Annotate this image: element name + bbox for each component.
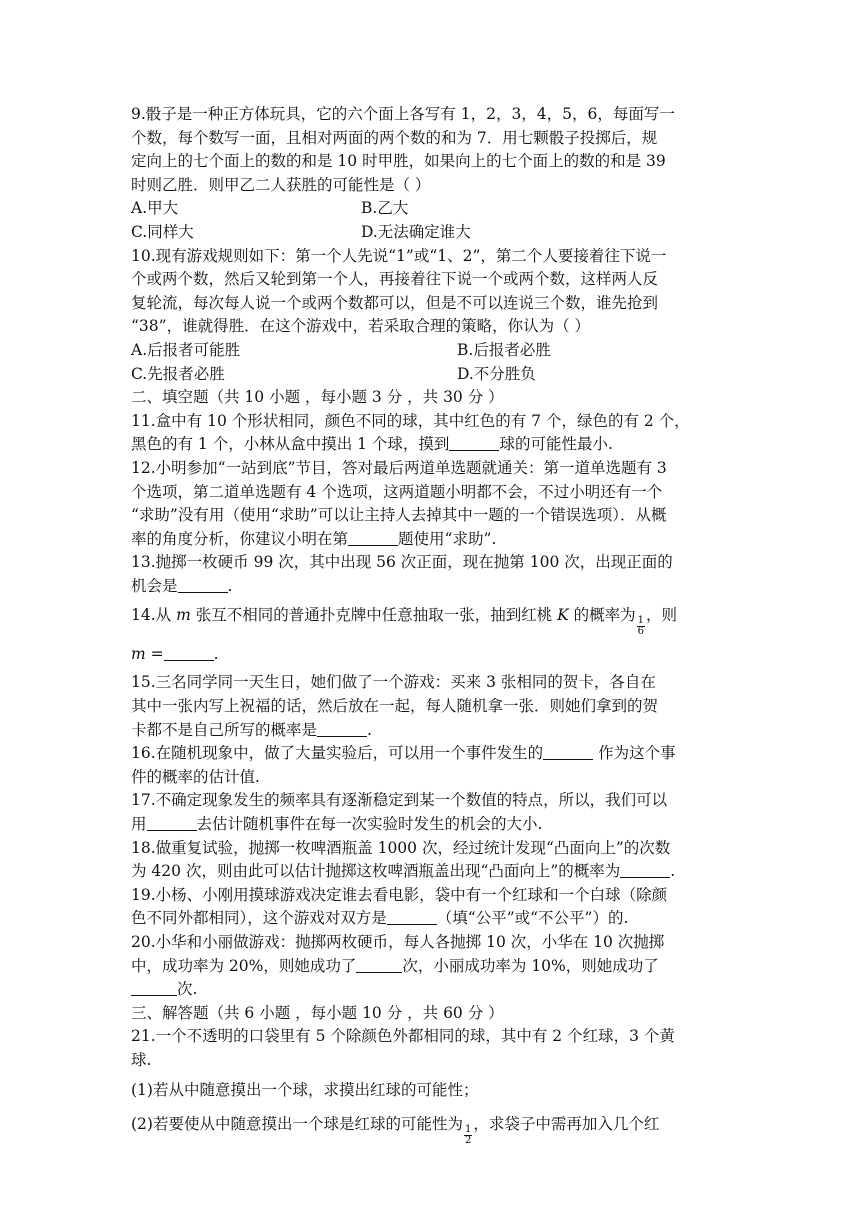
q10-line-3: 复轮流，每次每人说一个或两个数都可以，但是不可以连说三个数，谁先抢到 — [131, 293, 659, 312]
q14-text-a: 14.从 — [131, 606, 177, 625]
q10-option-c: C.先报者必胜 — [131, 364, 225, 383]
fraction-denominator: 6 — [637, 626, 645, 638]
variable-m: m — [176, 606, 191, 625]
q14-period: . — [213, 645, 219, 664]
answer-blank — [317, 720, 367, 737]
q19-text-b: （填“公平”或“不公平”）的. — [436, 909, 629, 928]
q9-options-row-2 — [131, 221, 731, 245]
question-16 — [131, 742, 731, 789]
answer-blank — [543, 744, 593, 761]
q14-text-c: 的概率为 — [568, 606, 636, 625]
q11-line-1: 11.盒中有 10 个形状相同，颜色不同的球，其中红色的有 7 个，绿色的有 2 个， — [131, 411, 690, 430]
q16-text-b: 作为这个事 — [593, 744, 676, 763]
q12-line-2: 个选项，第二道单选题有 4 个选项，这两道题小明都不会，不过小明还有一个 — [131, 482, 663, 501]
q12-line-1: 12.小明参加“一站到底”节目，答对最后两道单选题就通关：第一道单选题有 3 — [131, 458, 667, 477]
q10-line-2: 个或两个数，然后又轮到第一个人，再接着往下说一个或两个数，这样两人反 — [131, 270, 659, 289]
variable-k: K — [557, 606, 569, 625]
q9-option-a: A.甲大 — [131, 199, 179, 218]
answer-blank — [356, 956, 402, 973]
question-15 — [131, 671, 731, 742]
q10-option-b: B.后报者必胜 — [457, 340, 551, 359]
q13-line-2 — [131, 575, 731, 599]
q16-text-a: 16.在随机现象中，做了大量实验后，可以用一个事件发生的 — [131, 744, 544, 763]
q19-line-2 — [131, 907, 731, 931]
answer-blank — [449, 435, 499, 452]
q14-line-2 — [131, 637, 731, 671]
question-17 — [131, 789, 731, 836]
q9-option-c: C.同样大 — [131, 222, 194, 241]
q9-options-row-1 — [131, 197, 731, 221]
q10-option-a: A.后报者可能胜 — [131, 340, 241, 359]
q9-line-4: 时则乙胜．则甲乙二人获胜的可能性是（ ） — [131, 175, 431, 194]
q9-line-3: 定向上的七个面上的数的和是 10 时甲胜，如果向上的七个面上的数的和是 39 — [131, 152, 666, 171]
q10-line-4: “38”，谁就得胜．在这个游戏中，若采取合理的策略，你认为（ ） — [131, 317, 591, 336]
question-12 — [131, 457, 731, 551]
question-19 — [131, 884, 731, 931]
q13-line-1: 13.抛掷一枚硬币 99 次，其中出现 56 次正面，现在抛第 100 次，出现正面的 — [131, 553, 673, 572]
q12-line-4 — [131, 528, 731, 552]
q20-line-3 — [131, 978, 731, 1002]
variable-m: m — [131, 645, 146, 664]
q17-text-a: 用 — [131, 815, 147, 834]
q21-line-2: 球. — [131, 1050, 152, 1069]
q20-line-1: 20.小华和小丽做游戏：抛掷两枚硬币，每人各抛掷 10 次，小华在 10 次抛掷 — [131, 933, 665, 951]
fraction-numerator: 1 — [637, 615, 645, 627]
q11-text-b: 球的可能性最小. — [499, 435, 613, 454]
q14-line-1 — [131, 598, 731, 637]
q18-text-a: 为 420 次，则由此可以估计抛掷这枚啤酒瓶盖出现“凸面向上”的概率为 — [131, 862, 621, 881]
section-3-heading: 三、解答题（共 6 小题 ，每小题 10 分 ，共 60 分 ） — [131, 1003, 504, 1022]
q11-text-a: 黑色的有 1 个，小林从盒中摸出 1 个球，摸到 — [131, 435, 450, 454]
q11-line-2 — [131, 433, 731, 457]
q13-text-b: . — [227, 576, 233, 595]
q21-part-1: (1)若从中随意摸出一个球，求摸出红球的可能性； — [131, 1080, 479, 1099]
answer-blank — [348, 529, 398, 546]
question-14 — [131, 598, 731, 671]
question-21 — [131, 1025, 731, 1145]
answer-blank — [620, 862, 670, 879]
answer-blank — [164, 645, 214, 662]
question-18 — [131, 837, 731, 884]
question-11 — [131, 410, 731, 457]
q18-line-1: 18.做重复试验，抛掷一枚啤酒瓶盖 1000 次，经过统计发现“凸面向上”的次数 — [131, 838, 671, 857]
q10-options-row-1 — [131, 339, 731, 363]
q21-text-a: (2)若要使从中随意摸出一个球是红球的可能性为 — [131, 1114, 463, 1133]
answer-blank — [131, 980, 177, 997]
q18-text-b: . — [670, 862, 676, 881]
answer-blank — [178, 576, 228, 593]
q20-text-b: 次，小丽成功率为 10%，则她成功了 — [402, 956, 659, 975]
q20-text-c: 次. — [177, 980, 198, 999]
q9-option-b: B.乙大 — [361, 199, 409, 218]
q9-option-d: D.无法确定谁大 — [361, 222, 471, 241]
q12-line-3: “求助”没有用（使用“求助”可以让主持人去掉其中一题的一个错误选项）．从概 — [131, 506, 667, 525]
q13-text-a: 机会是 — [131, 576, 178, 595]
q21-line-1: 21.一个不透明的口袋里有 5 个除颜色外都相同的球，其中有 2 个红球，3 个黄 — [131, 1027, 675, 1046]
q16-line-1 — [131, 742, 731, 766]
q12-text-b: 题使用“求助”. — [398, 529, 497, 548]
question-9 — [131, 103, 731, 245]
q21-text-b: ，求袋子中需再加入几个红 — [473, 1114, 660, 1133]
fraction-one-sixth — [637, 616, 645, 637]
exam-content — [131, 103, 731, 1146]
q15-line-1: 15.三名同学同一天生日，她们做了一个游戏：买来 3 张相同的贺卡，各自在 — [131, 673, 656, 692]
q18-line-2 — [131, 860, 731, 884]
fraction-one-half — [464, 1125, 472, 1146]
q16-line-2: 件的概率的估计值. — [131, 767, 260, 786]
q19-line-1: 19.小杨、小刚用摸球游戏决定谁去看电影，袋中有一个红球和一个白球（除颜 — [131, 885, 668, 904]
q14-equals: = — [145, 645, 164, 664]
q12-text-a: 率的角度分析，你建议小明在第 — [131, 529, 349, 548]
q9-line-1: 9.骰子是一种正方体玩具，它的六个面上各写有 1，2，3，4，5，6，每面写一 — [131, 105, 675, 123]
section-2-heading: 二、填空题（共 10 小题 ，每小题 3 分 ，共 30 分 ） — [131, 388, 504, 407]
q19-text-a: 色不同外都相同），这个游戏对双方是 — [131, 909, 387, 928]
fraction-denominator: 2 — [464, 1134, 472, 1146]
question-13 — [131, 551, 731, 598]
question-10 — [131, 245, 731, 387]
q15-line-3 — [131, 719, 731, 743]
q10-options-row-2 — [131, 363, 731, 387]
q10-line-1: 10.现有游戏规则如下：第一个人先说“1”或“1、2”，第二个人要接着往下说一 — [131, 246, 667, 265]
q17-line-1: 17.不确定现象发生的频率具有逐渐稳定到某一个数值的特点，所以，我们可以 — [131, 791, 668, 810]
answer-blank — [387, 909, 437, 926]
q21-part-2 — [131, 1107, 731, 1146]
q15-line-2: 其中一张内写上祝福的话，然后放在一起，每人随机拿一张．则她们拿到的贺 — [131, 697, 659, 716]
q20-line-2 — [131, 955, 731, 979]
answer-blank — [147, 815, 197, 832]
q15-text-b: . — [367, 720, 372, 739]
q20-text-a: 中，成功率为 20%，则她成功了 — [131, 956, 357, 975]
q17-text-b: 去估计随机事件在每一次实验时发生的机会的大小. — [196, 815, 543, 834]
q9-line-2: 个数，每个数写一面，且相对两面的两个数的和为 7．用七颗骰子投掷后，规 — [131, 128, 658, 147]
q14-text-b: 张互不相同的普通扑克牌中任意抽取一张，抽到红桃 — [190, 606, 558, 625]
question-20 — [131, 931, 731, 1002]
q10-option-d: D.不分胜负 — [457, 364, 536, 383]
fraction-numerator: 1 — [464, 1123, 472, 1135]
q15-text-a: 卡都不是自己所写的概率是 — [131, 720, 318, 739]
q17-line-2 — [131, 813, 731, 837]
q14-text-d: ，则 — [646, 606, 678, 625]
